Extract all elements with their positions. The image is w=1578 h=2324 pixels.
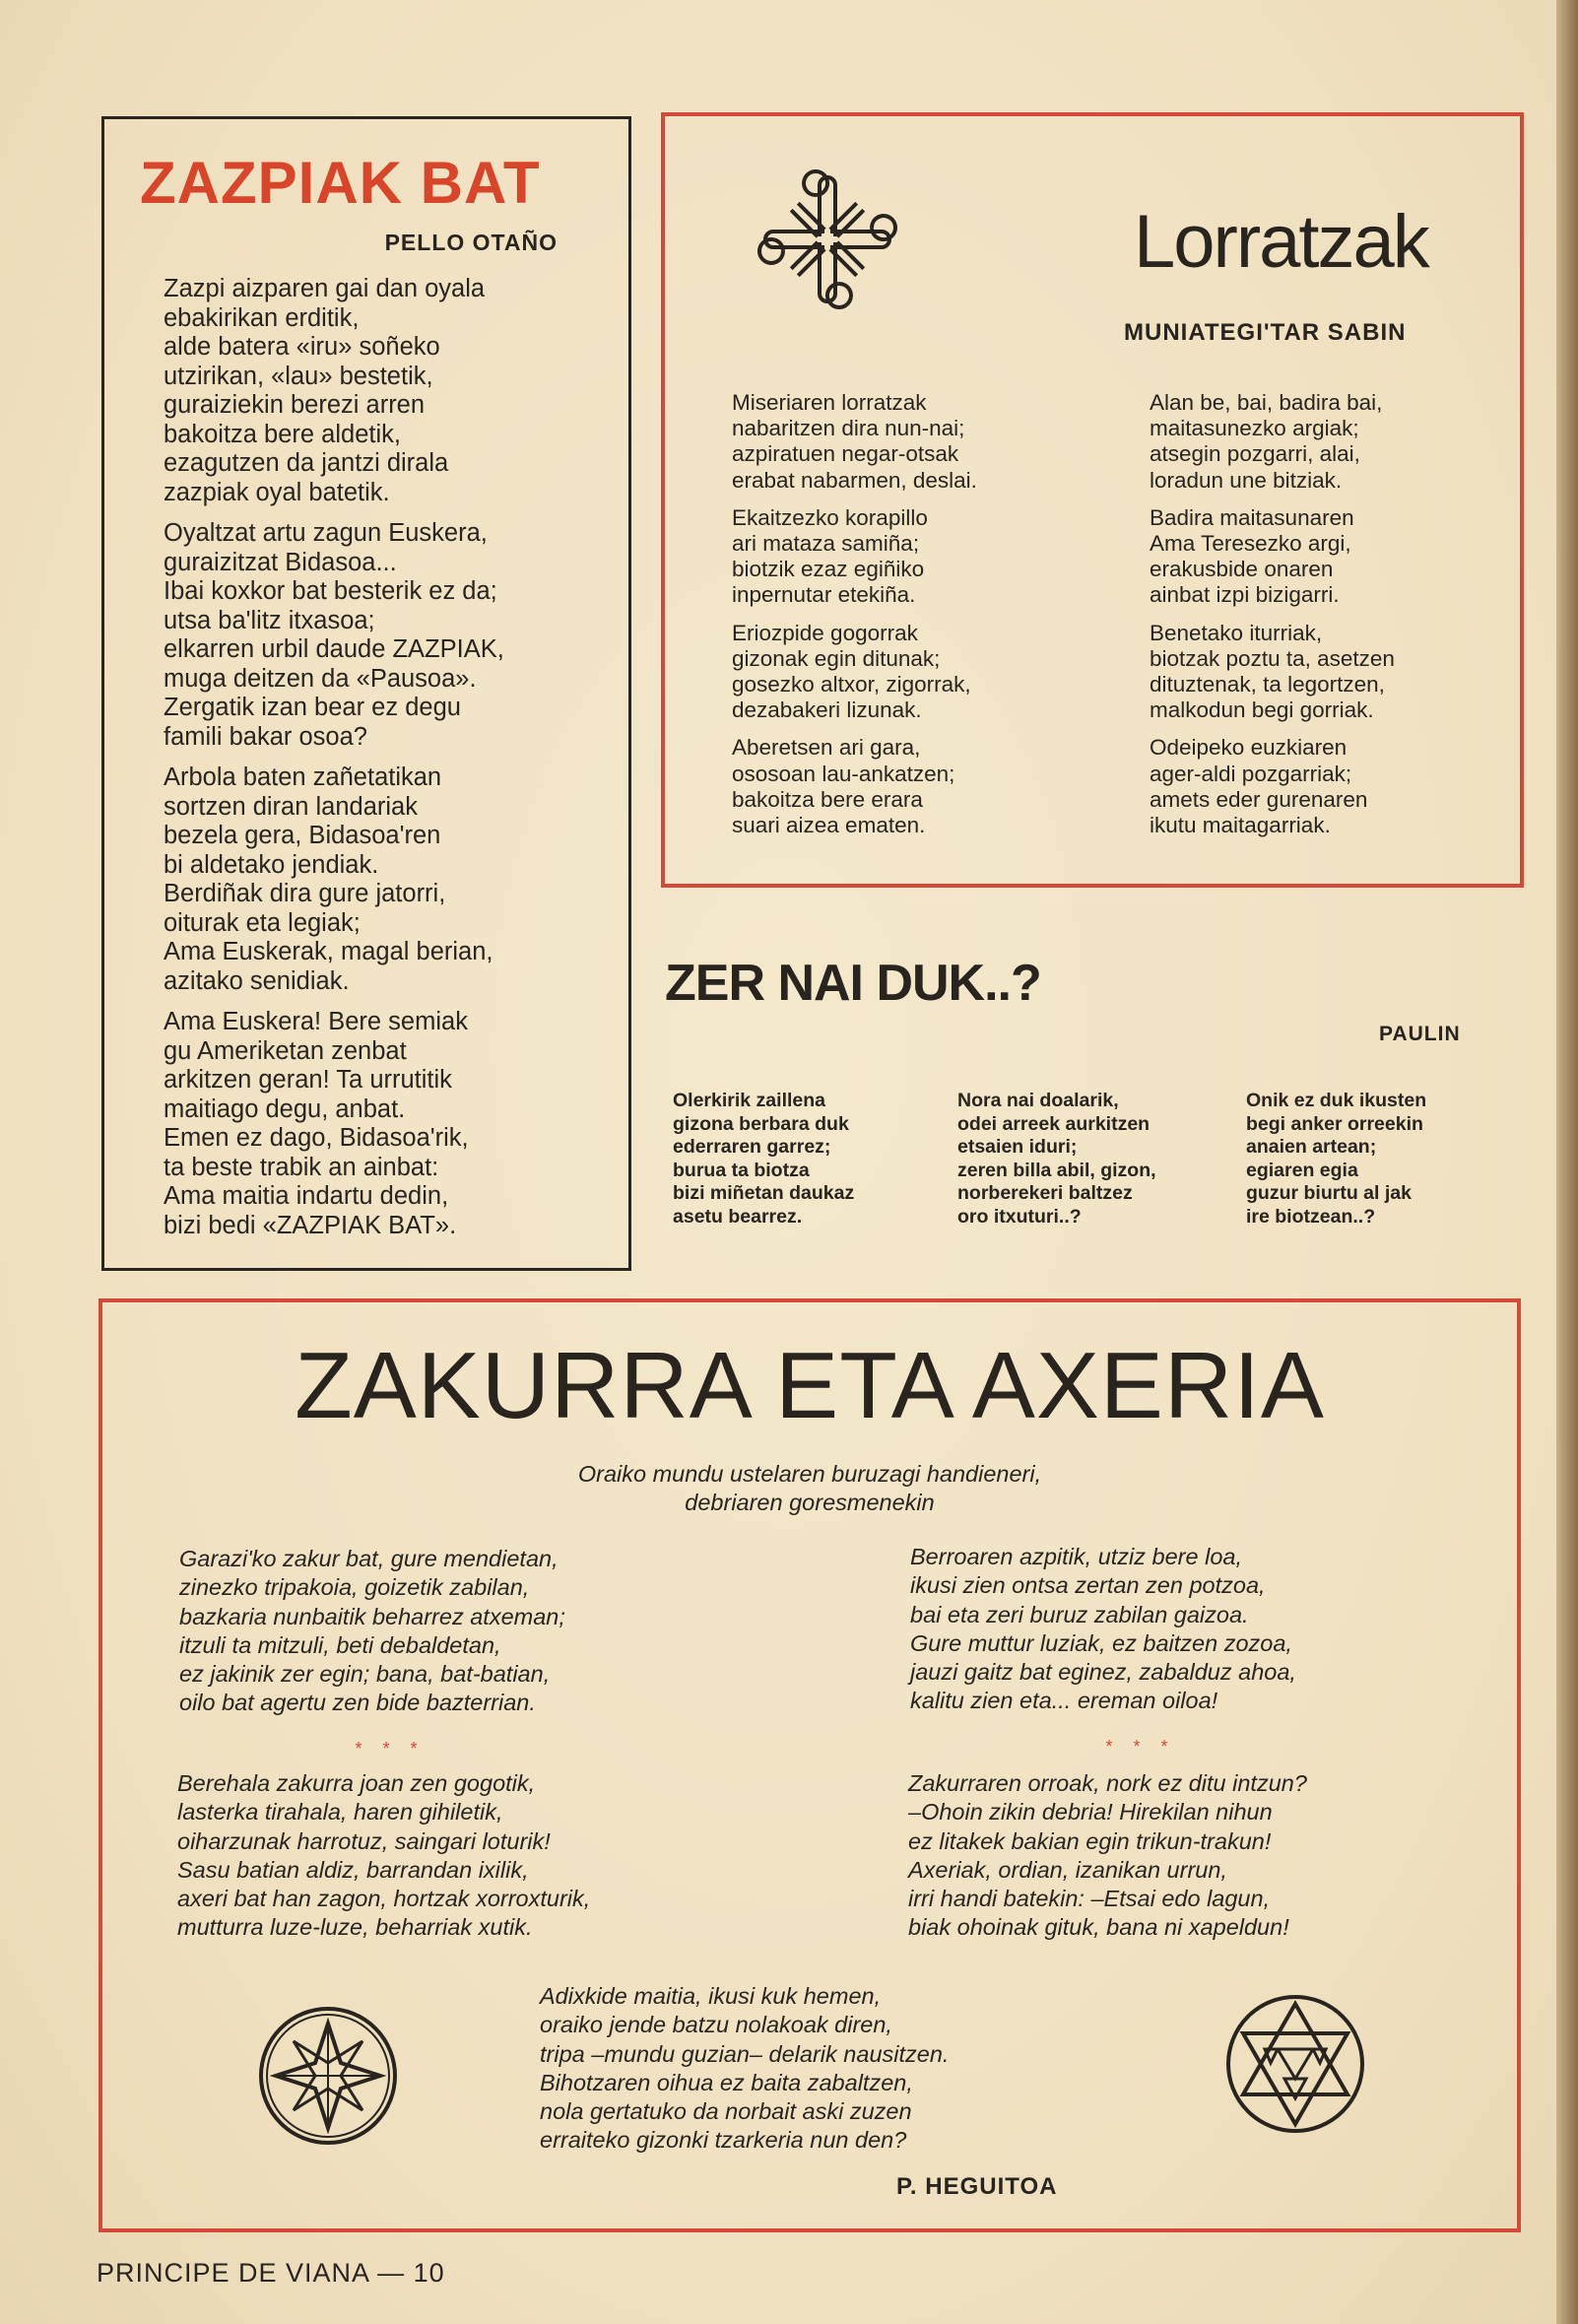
poem-line: nabaritzen dira nun-nai; bbox=[732, 416, 965, 441]
poem-stanza bbox=[164, 764, 617, 996]
lorratzak-author: MUNIATEGI'TAR SABIN bbox=[1124, 319, 1407, 346]
poem-line: sortzen diran landariak bbox=[164, 792, 418, 821]
poem-line: axeri bat han zagon, hortzak xorroxturik, bbox=[177, 1886, 591, 1912]
poem-line: Zakurraren orroak, nork ez ditu intzun? bbox=[908, 1770, 1307, 1796]
lauburu-emblem-icon bbox=[754, 166, 901, 313]
poem-line: Ama maitia indartu dedin, bbox=[164, 1182, 449, 1210]
poem-line: azpiratuen negar-otsak bbox=[732, 441, 959, 467]
poem-line: Benetako iturriak, bbox=[1150, 620, 1323, 645]
poem-line: atsegin pozgarri, alai, bbox=[1150, 441, 1360, 467]
poem-line: erabat nabarmen, deslai. bbox=[732, 467, 977, 493]
poem-line: utzirikan, «lau» bestetik, bbox=[164, 362, 433, 390]
poem-line: kalitu zien eta... ereman oiloa! bbox=[910, 1688, 1218, 1714]
poem-stanza bbox=[1150, 390, 1524, 494]
poem-line: Onik ez duk ikusten bbox=[1246, 1090, 1427, 1111]
poem-stanza bbox=[1150, 505, 1524, 609]
page-footer: PRINCIPE DE VIANA — 10 bbox=[97, 2258, 445, 2288]
poem-line: muga deitzen da «Pausoa». bbox=[164, 664, 477, 693]
poem-stanza bbox=[164, 1008, 617, 1240]
poem-line: arkitzen geran! Ta urrutitik bbox=[164, 1066, 452, 1094]
poem-line: maitasunezko argiak; bbox=[1150, 416, 1359, 441]
poem-stanza bbox=[732, 735, 1106, 838]
poem-line: Zazpi aizparen gai dan oyala bbox=[164, 275, 486, 302]
poem-line: famili bakar osoa? bbox=[164, 722, 367, 751]
poem-line: Bihotzaren oihua ez baita zabaltzen, bbox=[540, 2069, 913, 2095]
poem-line: zinezko tripakoia, goizetik zabilan, bbox=[179, 1574, 530, 1601]
poem-line: Aberetsen ari gara, bbox=[732, 735, 921, 761]
poem-line: Sasu batian aldiz, barrandan ixilik, bbox=[177, 1856, 529, 1883]
poem-line: itzuli ta mitzuli, beti debaldetan, bbox=[179, 1631, 501, 1658]
zazpiak-title: ZAZPIAK BAT bbox=[140, 150, 541, 216]
dedication-line: debriaren goresmenekin bbox=[685, 1490, 935, 1516]
poem-line: bakoitza bere aldetik, bbox=[164, 420, 401, 448]
poem-line: guraizitzat Bidasoa... bbox=[164, 548, 397, 576]
poem-line: oilo bat agertu zen bide bazterrian. bbox=[179, 1690, 536, 1716]
poem-line: utsa ba'litz itxasoa; bbox=[164, 606, 375, 634]
poem-line: azitako senidiak. bbox=[164, 966, 350, 995]
poem-line: biotzik ezaz egiñiko bbox=[732, 557, 925, 582]
poem-line: dezabakeri lizunak. bbox=[732, 697, 922, 723]
zer-nai-duk-author: PAULIN bbox=[1379, 1023, 1461, 1045]
zakurra-eta-axeria-box bbox=[99, 1298, 1521, 2232]
poem-line: lasterka tirahala, haren gihiletik, bbox=[177, 1799, 503, 1826]
poem-line: Ama Teresezko argi, bbox=[1150, 531, 1351, 557]
poem-line: Emen ez dago, Bidasoa'rik, bbox=[164, 1124, 469, 1152]
poem-line: ez litakek bakian egin trikun-trakun! bbox=[908, 1827, 1272, 1854]
poem-line: gizona berbara duk bbox=[673, 1112, 849, 1135]
poem-line: maitiago degu, anbat. bbox=[164, 1095, 406, 1123]
dedication bbox=[102, 1460, 1517, 1518]
poem-line: Ibai koxkor bat besterik ez da; bbox=[164, 577, 497, 605]
poem-line: nola gertatuko da norbait aski zuzen bbox=[540, 2098, 912, 2125]
poem-line: Eriozpide gogorrak bbox=[732, 620, 918, 645]
poem-line: Gure muttur luziak, ez baitzen zozoa, bbox=[910, 1629, 1292, 1656]
poem-line: oiharzunak harrotuz, saingari loturik! bbox=[177, 1827, 551, 1854]
poem-line: ari mataza samiña; bbox=[732, 531, 920, 557]
poem-line: ezagutzen da jantzi dirala bbox=[164, 449, 449, 477]
poem-line: ebakirikan erditik, bbox=[164, 303, 360, 332]
poem-line: ikutu maitagarriak. bbox=[1150, 813, 1331, 838]
poem-line: Berdiñak dira gure jatorri, bbox=[164, 880, 446, 907]
poem-line: erraiteko gizonki tzarkeria nun den? bbox=[540, 2127, 907, 2154]
poem-line: biak ohoinak gituk, bana ni xapeldun! bbox=[908, 1914, 1289, 1941]
poem-line: suari aizea ematen. bbox=[732, 813, 926, 838]
poem-line: Axeriak, ordian, izanikan urrun, bbox=[908, 1856, 1227, 1883]
poem-line: malkodun begi gorriak. bbox=[1150, 697, 1374, 723]
poem-line: zeren billa abil, gizon, bbox=[957, 1159, 1156, 1181]
poem-stanza bbox=[908, 1769, 1519, 1943]
poem-line: Ekaitzezko korapillo bbox=[732, 504, 928, 530]
poem-line: Nora nai doalarik, bbox=[957, 1090, 1119, 1111]
poem-line: ederraren garrez; bbox=[673, 1136, 831, 1158]
poem-line: ez jakinik zer egin; bana, bat-batian, bbox=[179, 1661, 551, 1688]
poem-line: burua ta biotza bbox=[673, 1159, 810, 1181]
page-edge bbox=[1556, 0, 1578, 2324]
poem-line: begi anker orreekin bbox=[1246, 1112, 1423, 1135]
poem-line: ta beste trabik an ainbat: bbox=[164, 1153, 439, 1181]
lorratzak-box bbox=[661, 112, 1524, 888]
poem-line: egiaren egia bbox=[1246, 1159, 1358, 1181]
poem-line: bizi miñetan daukaz bbox=[673, 1182, 855, 1204]
poem-stanza bbox=[732, 390, 1106, 494]
poem-line: Olerkirik zaillena bbox=[673, 1090, 826, 1111]
poem-line: odei arreek aurkitzen bbox=[957, 1112, 1151, 1135]
poem-stanza bbox=[164, 519, 617, 752]
poem-line: Adixkide maitia, ikusi kuk hemen, bbox=[540, 1983, 882, 2009]
poem-stanza bbox=[1150, 621, 1524, 724]
signature: P. HEGUITOA bbox=[896, 2173, 1058, 2200]
poem-stanza bbox=[910, 1543, 1521, 1716]
poem-line: erakusbide onaren bbox=[1150, 557, 1334, 582]
poem-stanza bbox=[177, 1769, 788, 1943]
poem-line: bazkaria nunbaitik beharrez atxeman; bbox=[179, 1603, 565, 1629]
poem-line: Zergatik izan bear ez degu bbox=[164, 694, 461, 721]
poem-stanza bbox=[1150, 735, 1524, 838]
poem-line: oiturak eta legiak; bbox=[164, 908, 361, 937]
poem-line: Garazi'ko zakur bat, gure mendietan, bbox=[179, 1546, 559, 1571]
poem-line: ikusi zien ontsa zertan zen potzoa, bbox=[910, 1572, 1266, 1599]
poem-line: Badira maitasunaren bbox=[1150, 504, 1354, 530]
poem-line: amets eder gurenaren bbox=[1150, 786, 1368, 812]
poem-line: anaien artean; bbox=[1246, 1136, 1377, 1158]
poem-line: oraiko jende batzu nolakoak diren, bbox=[540, 2012, 892, 2038]
poem-stanza bbox=[732, 505, 1106, 609]
poem-stanza bbox=[179, 1545, 790, 1718]
zer-nai-duk-column bbox=[957, 1090, 1243, 1228]
poem-line: irri handi batekin: –Etsai edo lagun, bbox=[908, 1886, 1271, 1912]
poem-line: zazpiak oyal batetik. bbox=[164, 478, 390, 506]
poem-line: Berroaren azpitik, utziz bere loa, bbox=[910, 1544, 1242, 1569]
star-rosette-icon bbox=[256, 2004, 400, 2148]
poem-line: gizonak egin ditunak; bbox=[732, 645, 941, 671]
poem-line: Alan be, bai, badira bai, bbox=[1150, 390, 1383, 415]
zer-nai-duk-column bbox=[1246, 1090, 1532, 1228]
zakurra-title: ZAKURRA ETA AXERIA bbox=[295, 1333, 1325, 1438]
poem-line: Oyaltzat artu zagun Euskera, bbox=[164, 519, 488, 547]
poem-line: norberekeri baltzez bbox=[957, 1182, 1133, 1204]
poem-line: Miseriaren lorratzak bbox=[732, 390, 927, 415]
stanza-separator: * * * bbox=[1105, 1737, 1176, 1757]
poem-line: ire biotzean..? bbox=[1246, 1205, 1376, 1228]
poem-line: ainbat izpi bizigarri. bbox=[1150, 582, 1340, 608]
poem-line: bezela gera, Bidasoa'ren bbox=[164, 822, 441, 849]
poem-line: ager-aldi pozgarriak; bbox=[1150, 761, 1352, 786]
poem-line: guzur biurtu al jak bbox=[1246, 1182, 1412, 1204]
hexagram-rosette-icon bbox=[1223, 1992, 1367, 2136]
zer-nai-duk-title: ZER NAI DUK..? bbox=[665, 955, 1041, 1012]
poem-line: biotzak poztu ta, asetzen bbox=[1150, 645, 1395, 671]
poem-line: Berehala zakurra joan zen gogotik, bbox=[177, 1770, 536, 1796]
poem-line: tripa –mundu guzian– delarik nausitzen. bbox=[540, 2040, 950, 2067]
poem-line: bizi bedi «ZAZPIAK BAT». bbox=[164, 1211, 457, 1239]
lorratzak-column-right bbox=[1150, 390, 1524, 850]
zazpiak-poem bbox=[164, 275, 617, 1252]
zer-nai-duk-column bbox=[673, 1090, 958, 1228]
poem-line: loradun une bitziak. bbox=[1150, 467, 1343, 493]
poem-line: mutturra luze-luze, beharriak xutik. bbox=[177, 1914, 533, 1941]
poem-line: gu Ameriketan zenbat bbox=[164, 1036, 407, 1065]
poem-line: oro itxuturi..? bbox=[957, 1205, 1082, 1228]
poem-line: guraiziekin berezi arren bbox=[164, 391, 426, 419]
stanza-separator: * * * bbox=[355, 1739, 426, 1759]
poem-stanza bbox=[164, 275, 617, 507]
poem-line: bai eta zeri buruz zabilan gaizoa. bbox=[910, 1601, 1249, 1627]
poem-line: –Ohoin zikin debria! Hirekilan nihun bbox=[908, 1799, 1273, 1826]
closing-stanza bbox=[540, 1982, 1151, 2156]
poem-line: jauzi gaitz bat eginez, zabalduz ahoa, bbox=[910, 1659, 1296, 1686]
lorratzak-column-left bbox=[732, 390, 1106, 850]
poem-line: ososoan lau-ankatzen; bbox=[732, 761, 955, 786]
zazpiak-author: PELLO OTAÑO bbox=[384, 230, 558, 255]
poem-line: bakoitza bere erara bbox=[732, 786, 923, 812]
zazpiak-bat-box bbox=[101, 116, 631, 1271]
poem-line: Ama Euskera! Bere semiak bbox=[164, 1008, 468, 1035]
poem-line: etsaien iduri; bbox=[957, 1136, 1078, 1158]
poem-line: elkarren urbil daude ZAZPIAK, bbox=[164, 635, 504, 663]
poem-line: dituztenak, ta legortzen, bbox=[1150, 672, 1385, 697]
poem-line: gosezko altxor, zigorrak, bbox=[732, 672, 971, 697]
poem-line: bi aldetako jendiak. bbox=[164, 850, 379, 879]
lorratzak-title: Lorratzak bbox=[1134, 200, 1428, 284]
poem-line: Odeipeko euzkiaren bbox=[1150, 735, 1348, 761]
poem-line: asetu bearrez. bbox=[673, 1205, 803, 1228]
poem-line: Arbola baten zañetatikan bbox=[164, 764, 442, 791]
poem-stanza bbox=[732, 621, 1106, 724]
dedication-line: Oraiko mundu ustelaren buruzagi handieneri, bbox=[577, 1461, 1042, 1487]
poem-line: alde batera «iru» soñeko bbox=[164, 333, 440, 361]
poem-line: inpernutar etekiña. bbox=[732, 582, 916, 608]
poem-line: Ama Euskerak, magal berian, bbox=[164, 938, 493, 965]
